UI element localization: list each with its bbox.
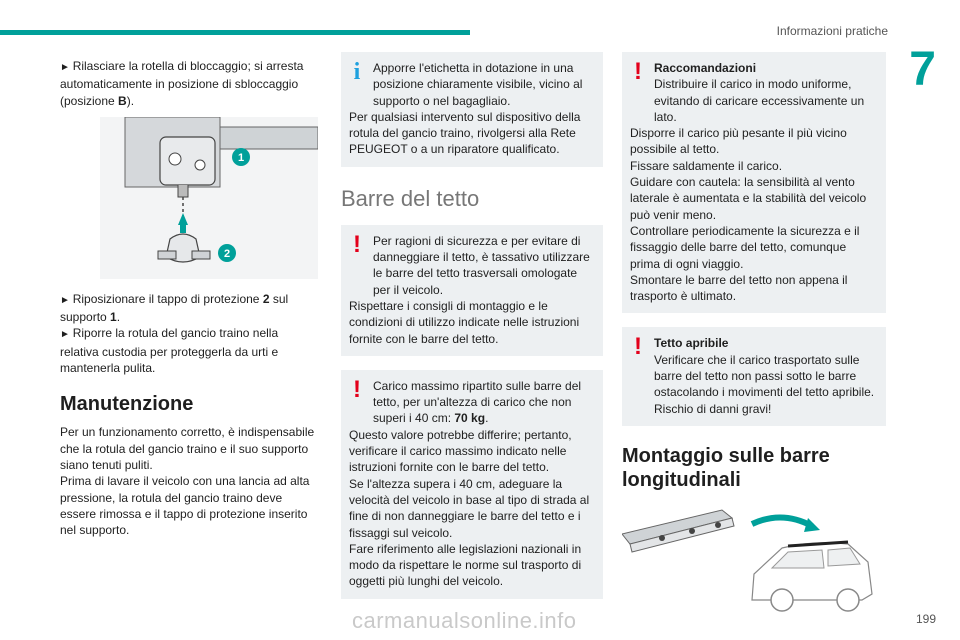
column-right [622, 58, 886, 614]
callout-1-label: 1 [237, 151, 245, 164]
warning-box-2 [341, 370, 603, 599]
info-icon: i [353, 59, 361, 85]
watermark: carmanualsonline.info [352, 608, 577, 633]
chapter-number: 7 [909, 43, 936, 96]
recommendation-f: Smontare le barre del tetto non appena il trasporto è ultimato. [630, 272, 848, 304]
warning-2-text-c: Se l'altezza supera i 40 cm, adeguare la velocità del veicolo in base al tipo di strada al fine di non danneggiare le barre del tetto e i fissaggi sul veicolo. [349, 476, 590, 540]
section-title: Informazioni pratiche [776, 24, 888, 38]
towbar-illustration [100, 117, 318, 279]
column-left [60, 58, 318, 538]
warning-icon: ! [634, 333, 642, 361]
sunroof-title: Tetto apribile [654, 336, 729, 351]
roof-bars-illustration [622, 504, 878, 614]
warning-1-text-b: Rispettare i consigli di montaggio e le condizioni di utilizzo indicate nelle istruzioni fornite con le barre del tetto. [349, 298, 580, 346]
recommendation-c: Fissare saldamente il carico. [630, 158, 783, 173]
warning-2-text-b: Questo valore potrebbe differire; pertanto, verificare il carico massimo indicato nelle istruzioni fornite con le barre del tetto. [349, 427, 572, 475]
roof-bars-figure [622, 504, 878, 614]
warning-2-text: Carico massimo ripartito sulle barre del tetto, per un'altezza di carico che non superi i 40 cm: 70 kg. [373, 378, 582, 426]
warning-1-text: Per ragioni di sicurezza e per evitare di danneggiare il tetto, è tassativo utilizzare le barre del tetto trasversali omologate per il veicolo. [373, 233, 590, 297]
heading-montaggio: Montaggio sulle barre longitudinali [622, 444, 830, 491]
recommendation-e: Controllare periodicamente la sicurezza e il fissaggio delle barre del tetto, comunque prima di ogni viaggio. [630, 223, 860, 271]
header-accent-bar [0, 30, 470, 35]
recommendations-title: Raccomandazioni [654, 61, 757, 75]
warning-box-1 [341, 225, 603, 356]
heading-manutenzione: Manutenzione [60, 393, 194, 416]
step-release-wheel: ► Rilasciare la rotella di bloccaggio; si arresta automaticamente in posizione di sbloccaggio (posizione B). [60, 58, 318, 109]
sunroof-box [622, 327, 886, 425]
recommendations-box [622, 52, 886, 313]
maintenance-para-1: Per un funzionamento corretto, è indispensabile che la rotula del gancio traino e il suo supporto siano tenuti puliti. [60, 425, 315, 472]
info-text-2: Per qualsiasi intervento sul dispositivo della rotula del gancio traino, rivolgersi alla Rete PEUGEOT o a un riparatore qualificato. [349, 109, 581, 157]
info-text: Apporre l'etichetta in dotazione in una posizione chiaramente visibile, vicino al supporto o nel bagagliaio. [373, 61, 583, 108]
column-middle [341, 58, 603, 599]
warning-icon: ! [353, 375, 361, 403]
step-store-ball: ► Riporre la rotula del gancio traino nella relativa custodia per proteggerla da urti e mantenerla pulita. [60, 325, 318, 376]
towbar-figure [100, 117, 318, 279]
recommendation-d: Guidare con cautela: la sensibilità al vento laterale è aumentata e la stabilità del veicolo può venir meno. [630, 175, 867, 222]
warning-2-text-d: Fare riferimento alle legislazioni nazionali in modo da rispettare le norme sul trasporto di oggetti più lunghi del veicolo. [349, 541, 582, 589]
warning-icon: ! [353, 230, 361, 258]
page-number: 199 [915, 612, 936, 626]
recommendation-b: Disporre il carico più pesante il più vicino possibile al tetto. [630, 126, 847, 157]
sunroof-text: Verificare che il carico trasportato sulle barre del tetto non passi sotto le barre ostacolando i movimenti del tetto apribile. Rischio di danni gravi! [654, 352, 875, 416]
maintenance-para-2: Prima di lavare il veicolo con una lancia ad alta pressione, la rotula del gancio traino deve essere rimossa e il tappo di protezione inserito nel supporto. [60, 474, 310, 538]
recommendation-a: Distribuire il carico in modo uniforme, evitando di caricare eccessivamente un lato. [654, 77, 865, 124]
heading-barre-del-tetto: Barre del tetto [341, 185, 480, 211]
warning-icon: ! [634, 58, 642, 85]
callout-2-label: 2 [223, 247, 231, 260]
step-reposition-cap: ► Riposizionare il tappo di protezione 2 sul supporto 1. [60, 291, 318, 326]
info-box [341, 52, 603, 167]
